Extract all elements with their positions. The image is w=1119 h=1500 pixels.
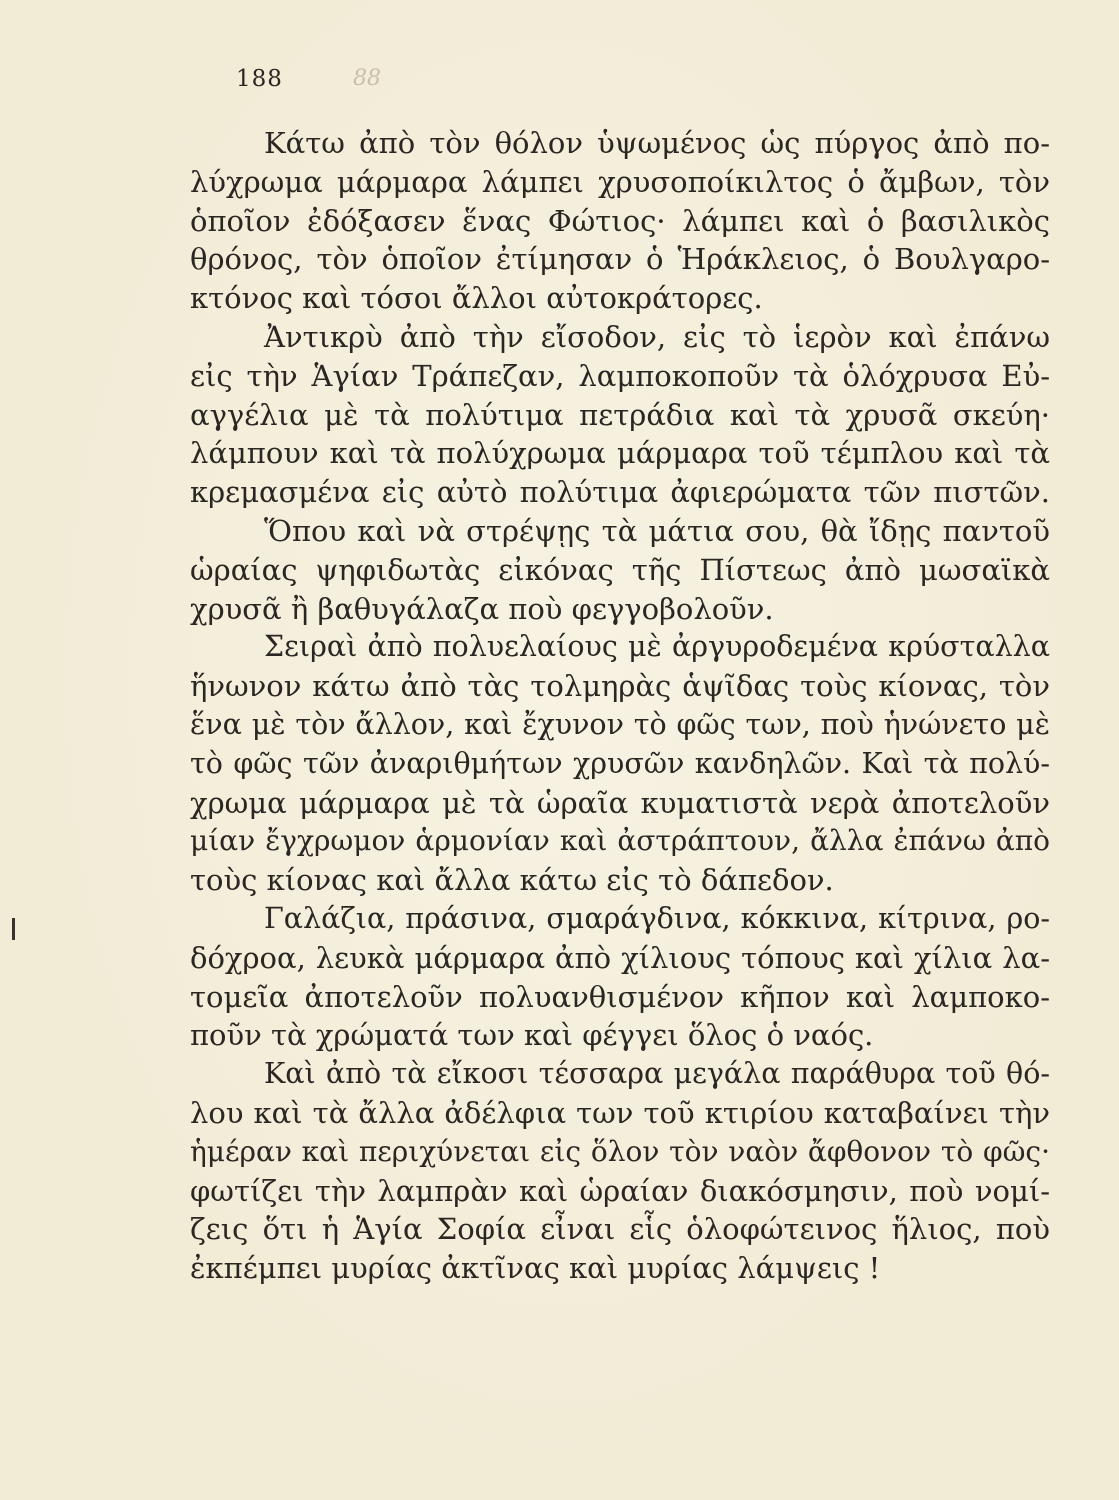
text-line: κτόνος καὶ τόσοι ἄλλοι αὐτοκράτορες. — [190, 281, 763, 316]
paragraph — [190, 512, 1050, 628]
pencil-margin-note: 88 — [353, 66, 381, 91]
text-line: αγγέλια μὲ τὰ πολύτιμα πετράδια καὶ τὰ χρυσᾶ σκεύη· — [190, 397, 1050, 432]
text-line: ὡραίας ψηφιδωτὰς εἰκόνας τῆς Πίστεως ἀπὸ μωσαϊκὰ — [190, 552, 1050, 587]
paragraph — [190, 318, 1050, 512]
text-line: τοὺς κίονας καὶ ἄλλα κάτω εἰς τὸ δάπεδον. — [190, 863, 834, 898]
text-line: δόχροα, λευκὰ μάρμαρα ἀπὸ χίλιους τόπους καὶ χίλια λα- — [190, 940, 1050, 975]
text-line: μίαν ἔγχρωμον ἁρμονίαν καὶ ἀστράπτουν, ἄλλα ἐπάνω ἀπὸ — [190, 824, 1050, 858]
text-line: κρεμασμένα εἰς αὐτὸ πολύτιμα ἀφιερώματα τῶν πιστῶν. — [190, 475, 1050, 510]
text-line: εἰς τὴν Ἁγίαν Τράπεζαν, λαμποκοποῦν τὰ ὁλόχρυσα Εὐ- — [190, 358, 1050, 393]
text-line: ποῦν τὰ χρώματά των καὶ φέγγει ὅλος ὁ ναός. — [190, 1018, 874, 1053]
text-line: χρωμα μάρμαρα μὲ τὰ ὡραῖα κυματιστὰ νερὰ ἀποτελοῦν — [190, 785, 1050, 820]
paragraph — [190, 124, 1050, 318]
paragraph — [190, 900, 1050, 1055]
text-line: ἥνωνον κάτω ἀπὸ τὰς τολμηρὰς ἁψῖδας τοὺς κίονας, τὸν — [190, 669, 1050, 704]
text-line: ζεις ὅτι ἡ Ἁγία Σοφία εἶναι εἷς ὁλοφώτεινος ἥλιος, ποὺ — [190, 1212, 1050, 1247]
text-line: ἕνα μὲ τὸν ἄλλον, καὶ ἔχυνον τὸ φῶς των, ποὺ ἡνώνετο μὲ — [190, 707, 1050, 741]
text-line: Καὶ ἀπὸ τὰ εἴκοσι τέσσαρα μεγάλα παράθυρα τοῦ θό- — [264, 1057, 1050, 1091]
text-line: λύχρωμα μάρμαρα λάμπει χρυσοποίκιλτος ὁ ἄμβων, τὸν — [190, 164, 1050, 199]
text-line: ἡμέραν καὶ περιχύνεται εἰς ὅλον τὸν ναὸν ἄφθονον τὸ φῶς· — [190, 1134, 1050, 1168]
binding-mark — [12, 918, 15, 940]
text-body — [190, 124, 1050, 1288]
text-line: λάμπουν καὶ τὰ πολύχρωμα μάρμαρα τοῦ τέμπλου καὶ τὰ — [190, 436, 1050, 471]
page-number: 188 — [236, 66, 283, 92]
text-line: Ἀντικρὺ ἀπὸ τὴν εἴσοδον, εἰς τὸ ἱερὸν καὶ ἐπάνω — [264, 319, 1050, 354]
paragraph — [190, 1055, 1050, 1288]
text-line: ἐκπέμπει μυρίας ἀκτῖνας καὶ μυρίας λάμψεις ! — [190, 1251, 881, 1286]
text-line: Ὅπου καὶ νὰ στρέψῃς τὰ μάτια σου, θὰ ἴδῃς παντοῦ — [264, 513, 1050, 548]
text-line: Κάτω ἀπὸ τὸν θόλον ὑψωμένος ὡς πύργος ἀπὸ πο- — [264, 126, 1050, 160]
text-line: χρυσᾶ ἢ βαθυγάλαζα ποὺ φεγγοβολοῦν. — [190, 591, 774, 626]
text-line: φωτίζει τὴν λαμπρὰν καὶ ὡραίαν διακόσμησιν, ποὺ νομί- — [190, 1173, 1050, 1208]
text-line: θρόνος, τὸν ὁποῖον ἐτίμησαν ὁ Ἡράκλειος, ὁ Βουλγαρο- — [190, 242, 1050, 277]
text-line: Σειραὶ ἀπὸ πολυελαίους μὲ ἀργυροδεμένα κρύσταλλα — [264, 630, 1050, 664]
text-line: τομεῖα ἀποτελοῦν πολυανθισμένον κῆπον καὶ λαμποκο- — [190, 979, 1050, 1014]
text-line: Γαλάζια, πράσινα, σμαράγδινα, κόκκινα, κίτρινα, ρο- — [264, 901, 1050, 935]
text-line: ὁποῖον ἐδόξασεν ἕνας Φώτιος· λάμπει καὶ ὁ βασιλικὸς — [190, 203, 1050, 238]
text-line: λου καὶ τὰ ἄλλα ἀδέλφια των τοῦ κτιρίου καταβαίνει τὴν — [190, 1095, 1050, 1130]
text-line: τὸ φῶς τῶν ἀναριθμήτων χρυσῶν κανδηλῶν. Καὶ τὰ πολύ- — [190, 746, 1050, 780]
paragraph — [190, 628, 1050, 900]
